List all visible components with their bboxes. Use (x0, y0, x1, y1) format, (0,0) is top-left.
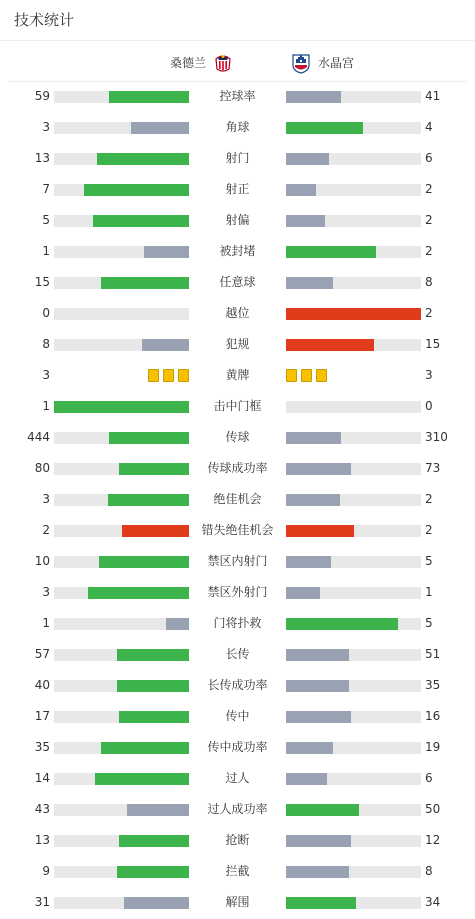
away-stat-value: 34 (425, 895, 441, 909)
stat-label: 长传成功率 (207, 678, 268, 692)
away-stat-bar-track (286, 339, 421, 351)
away-stat-value: 6 (425, 771, 433, 785)
away-stat-bar-track (286, 122, 421, 134)
stat-label: 传中 (225, 709, 250, 723)
home-stat-value: 80 (34, 461, 50, 475)
away-stat-value: 2 (425, 523, 433, 537)
title-divider (0, 40, 475, 41)
away-stat-bar-track (286, 618, 421, 630)
away-stat-bar-track (286, 401, 421, 413)
home-stat-bar-fill (119, 463, 189, 475)
stat-row (0, 360, 475, 391)
home-stat-bar-track (54, 835, 189, 847)
away-stat-value: 4 (425, 120, 433, 134)
sunderland-crest-icon (212, 52, 234, 74)
home-stat-value: 59 (34, 89, 50, 103)
away-stat-bar-fill (286, 184, 316, 196)
yellow-card-icon (163, 369, 174, 382)
away-stat-value: 3 (425, 368, 433, 382)
stat-label: 传球 (225, 430, 250, 444)
home-stat-value: 1 (42, 616, 50, 630)
away-stat-value: 1 (425, 585, 433, 599)
stat-label: 任意球 (219, 275, 256, 289)
away-stat-value: 6 (425, 151, 433, 165)
home-stat-bar-track (54, 742, 189, 754)
stat-row (0, 887, 475, 918)
home-stat-bar-track (54, 897, 189, 909)
away-stat-value: 50 (425, 802, 441, 816)
away-stat-bar-track (286, 184, 421, 196)
home-stat-value: 2 (42, 523, 50, 537)
away-stat-bar-fill (286, 773, 327, 785)
stat-label: 禁区内射门 (207, 554, 268, 568)
stat-row (0, 515, 475, 546)
stat-row (0, 143, 475, 174)
stat-label: 射正 (225, 182, 250, 196)
home-stat-bar-fill (117, 649, 189, 661)
stat-row (0, 174, 475, 205)
stat-row (0, 236, 475, 267)
away-stat-bar-track (286, 153, 421, 165)
home-stat-bar-fill (117, 866, 189, 878)
yellow-card-icon (148, 369, 159, 382)
stat-label: 门将扑救 (213, 616, 262, 630)
home-stat-value: 3 (42, 585, 50, 599)
stat-row (0, 267, 475, 298)
crystal-palace-crest-icon (290, 52, 312, 74)
stat-label: 绝佳机会 (213, 492, 262, 506)
away-stat-bar-fill (286, 308, 421, 320)
home-stat-value: 13 (34, 833, 50, 847)
home-stat-bar-track (54, 711, 189, 723)
stat-row (0, 298, 475, 329)
stat-row (0, 639, 475, 670)
away-stat-value: 16 (425, 709, 441, 723)
away-stat-value: 73 (425, 461, 441, 475)
away-stat-bar-fill (286, 711, 351, 723)
away-team-name: 水晶宫 (318, 56, 355, 70)
away-stat-value: 12 (425, 833, 441, 847)
away-stat-bar-fill (286, 804, 359, 816)
home-stat-bar-fill (101, 742, 189, 754)
home-stat-bar-track (54, 494, 189, 506)
away-stat-bar-fill (286, 587, 320, 599)
away-stat-value: 2 (425, 182, 433, 196)
stat-label: 黄牌 (225, 368, 250, 382)
away-stat-value: 310 (425, 430, 448, 444)
stat-row (0, 422, 475, 453)
away-stat-bar-track (286, 835, 421, 847)
stat-row (0, 670, 475, 701)
home-stat-bar-fill (166, 618, 189, 630)
home-stat-value: 14 (34, 771, 50, 785)
away-stat-value: 8 (425, 275, 433, 289)
home-stat-value: 1 (42, 399, 50, 413)
away-stat-bar-track (286, 215, 421, 227)
away-stat-bar-fill (286, 897, 356, 909)
home-stat-value: 13 (34, 151, 50, 165)
home-stat-value: 10 (34, 554, 50, 568)
home-stat-value: 9 (42, 864, 50, 878)
stat-label: 射偏 (225, 213, 250, 227)
home-stat-bar-fill (127, 804, 189, 816)
home-stat-bar-track (54, 215, 189, 227)
home-stat-bar-track (54, 463, 189, 475)
home-stat-bar-track (54, 432, 189, 444)
away-stat-bar-track (286, 773, 421, 785)
stat-row (0, 856, 475, 887)
stat-row (0, 484, 475, 515)
stat-label: 被封堵 (219, 244, 256, 258)
stat-label: 禁区外射门 (207, 585, 268, 599)
away-stat-value: 5 (425, 616, 433, 630)
away-stat-bar-track (286, 91, 421, 103)
home-stat-bar-track (54, 525, 189, 537)
stat-label: 过人成功率 (207, 802, 268, 816)
home-stat-bar-fill (84, 184, 189, 196)
home-stat-value: 7 (42, 182, 50, 196)
home-stat-value: 15 (34, 275, 50, 289)
home-stat-bar-track (54, 122, 189, 134)
away-stat-bar-fill (286, 742, 333, 754)
away-stat-bar-fill (286, 866, 349, 878)
home-stat-bar-track (54, 277, 189, 289)
away-stat-bar-track (286, 804, 421, 816)
away-stat-value: 8 (425, 864, 433, 878)
home-stat-value: 5 (42, 213, 50, 227)
stat-row (0, 732, 475, 763)
home-stat-bar-track (54, 556, 189, 568)
stat-row (0, 608, 475, 639)
away-stat-bar-fill (286, 122, 363, 134)
away-stat-value: 15 (425, 337, 441, 351)
home-stat-value: 17 (34, 709, 50, 723)
away-stat-bar-fill (286, 215, 325, 227)
away-stat-bar-fill (286, 339, 374, 351)
stat-row (0, 453, 475, 484)
home-stat-bar-track (54, 587, 189, 599)
away-stat-bar-track (286, 556, 421, 568)
home-stat-bar-fill (108, 494, 189, 506)
home-stat-bar-track (54, 184, 189, 196)
stat-row (0, 825, 475, 856)
away-stat-bar-fill (286, 494, 340, 506)
away-stat-bar-track (286, 432, 421, 444)
home-stat-bar-fill (119, 711, 189, 723)
away-stat-value: 41 (425, 89, 441, 103)
home-stat-value: 3 (42, 368, 50, 382)
home-stat-bar-track (54, 773, 189, 785)
home-team[interactable] (170, 52, 234, 74)
home-stat-bar-track (54, 680, 189, 692)
away-stat-bar-fill (286, 618, 398, 630)
stat-label: 拦截 (225, 864, 250, 878)
away-stat-value: 2 (425, 213, 433, 227)
home-stat-bar-fill (119, 835, 189, 847)
home-stat-bar-track (54, 618, 189, 630)
home-stat-bar-fill (99, 556, 189, 568)
yellow-card-icon (301, 369, 312, 382)
away-stat-bar-fill (286, 680, 349, 692)
away-stat-value: 0 (425, 399, 433, 413)
stat-label: 传球成功率 (207, 461, 268, 475)
home-stat-value: 31 (34, 895, 50, 909)
stat-label: 击中门框 (213, 399, 262, 413)
home-stat-value: 444 (27, 430, 50, 444)
away-stat-value: 2 (425, 492, 433, 506)
home-stat-value: 35 (34, 740, 50, 754)
home-stat-value: 1 (42, 244, 50, 258)
stat-row (0, 391, 475, 422)
away-stat-bar-fill (286, 91, 341, 103)
home-stat-value: 0 (42, 306, 50, 320)
home-stat-bar-fill (144, 246, 189, 258)
home-stat-bar-track (54, 866, 189, 878)
stat-row (0, 81, 475, 112)
away-yellow-cards (286, 369, 327, 383)
home-stat-value: 57 (34, 647, 50, 661)
page-title: 技术统计 (14, 11, 75, 29)
stat-label: 传中成功率 (207, 740, 268, 754)
home-stat-value: 3 (42, 120, 50, 134)
home-stat-bar-fill (101, 277, 189, 289)
away-stat-value: 2 (425, 244, 433, 258)
away-stat-value: 51 (425, 647, 441, 661)
home-stat-bar-track (54, 246, 189, 258)
home-stat-bar-fill (117, 680, 189, 692)
stat-label: 犯规 (225, 337, 250, 351)
home-stat-bar-fill (124, 897, 189, 909)
home-stat-value: 40 (34, 678, 50, 692)
stat-row (0, 205, 475, 236)
stat-row (0, 329, 475, 360)
stat-label: 越位 (225, 306, 250, 320)
away-stat-bar-track (286, 742, 421, 754)
away-stat-value: 35 (425, 678, 441, 692)
home-stat-bar-track (54, 649, 189, 661)
away-stat-bar-track (286, 587, 421, 599)
away-stat-bar-track (286, 277, 421, 289)
stat-label: 解围 (225, 895, 250, 909)
away-stat-bar-fill (286, 432, 341, 444)
yellow-card-icon (316, 369, 327, 382)
stat-label: 角球 (225, 120, 250, 134)
stat-label: 控球率 (219, 89, 256, 103)
away-stat-bar-track (286, 246, 421, 258)
home-stat-bar-track (54, 339, 189, 351)
away-stat-bar-track (286, 649, 421, 661)
stat-row (0, 794, 475, 825)
stat-label: 射门 (225, 151, 250, 165)
away-stat-bar-track (286, 866, 421, 878)
away-stat-bar-fill (286, 835, 351, 847)
home-stat-bar-fill (54, 401, 189, 413)
away-stat-bar-track (286, 463, 421, 475)
away-stat-bar-fill (286, 277, 333, 289)
away-stat-bar-fill (286, 153, 329, 165)
away-stat-value: 19 (425, 740, 441, 754)
away-stat-bar-track (286, 897, 421, 909)
away-stat-value: 2 (425, 306, 433, 320)
home-stat-bar-fill (93, 215, 189, 227)
away-stat-bar-fill (286, 463, 351, 475)
home-stat-bar-fill (95, 773, 190, 785)
away-stat-bar-fill (286, 525, 354, 537)
home-stat-bar-fill (109, 432, 189, 444)
away-stat-bar-track (286, 494, 421, 506)
away-stat-value: 5 (425, 554, 433, 568)
away-stat-bar-track (286, 308, 421, 320)
stat-label: 过人 (225, 771, 250, 785)
away-stat-bar-fill (286, 649, 349, 661)
home-yellow-cards (148, 369, 189, 383)
home-team-name: 桑德兰 (169, 56, 206, 70)
away-team[interactable] (290, 52, 354, 74)
stats-table (0, 81, 475, 918)
stat-row (0, 701, 475, 732)
stat-row (0, 763, 475, 794)
stat-label: 长传 (225, 647, 250, 661)
home-stat-value: 8 (42, 337, 50, 351)
away-stat-bar-fill (286, 556, 331, 568)
home-stat-bar-fill (142, 339, 189, 351)
home-stat-bar-fill (131, 122, 189, 134)
stat-label: 抢断 (225, 833, 250, 847)
home-stat-bar-fill (109, 91, 189, 103)
home-stat-bar-track (54, 91, 189, 103)
home-stat-bar-track (54, 804, 189, 816)
stat-row (0, 577, 475, 608)
home-stat-bar-fill (122, 525, 190, 537)
away-stat-bar-track (286, 711, 421, 723)
away-stat-bar-track (286, 680, 421, 692)
team-header (8, 45, 467, 82)
home-stat-bar-track (54, 308, 189, 320)
home-stat-bar-track (54, 153, 189, 165)
yellow-card-icon (286, 369, 297, 382)
yellow-card-icon (178, 369, 189, 382)
away-stat-bar-track (286, 525, 421, 537)
stat-row (0, 546, 475, 577)
home-stat-bar-fill (88, 587, 189, 599)
stat-label: 错失绝佳机会 (201, 523, 274, 537)
home-stat-bar-track (54, 401, 189, 413)
home-stat-value: 43 (34, 802, 50, 816)
stat-row (0, 112, 475, 143)
away-stat-bar-fill (286, 246, 376, 258)
home-stat-bar-fill (97, 153, 189, 165)
home-stat-value: 3 (42, 492, 50, 506)
